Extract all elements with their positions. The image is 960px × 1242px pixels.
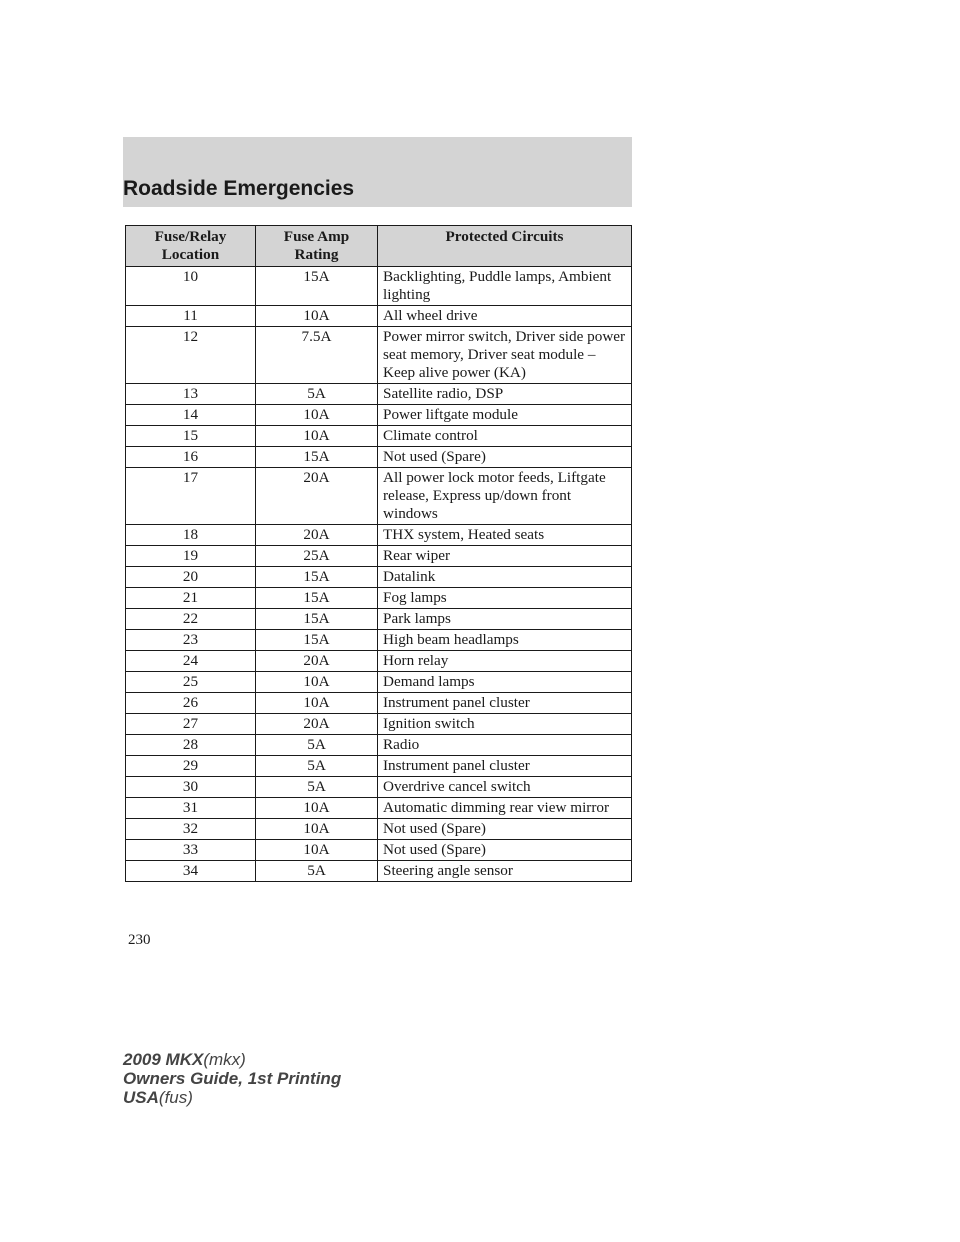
header-location: Fuse/Relay Location xyxy=(126,226,256,267)
cell-location: 20 xyxy=(126,567,256,588)
table-row xyxy=(126,693,632,714)
cell-protected-circuits: Park lamps xyxy=(378,609,632,630)
footer-region-code: (fus) xyxy=(158,1088,193,1107)
cell-location: 32 xyxy=(126,819,256,840)
table-row xyxy=(126,267,632,306)
cell-amp-rating: 10A xyxy=(256,693,378,714)
cell-protected-circuits: Demand lamps xyxy=(378,672,632,693)
cell-location: 18 xyxy=(126,525,256,546)
cell-protected-circuits: Fog lamps xyxy=(378,588,632,609)
cell-protected-circuits: Climate control xyxy=(378,426,632,447)
cell-amp-rating: 5A xyxy=(256,756,378,777)
table-row xyxy=(126,588,632,609)
cell-protected-circuits: Automatic dimming rear view mirror xyxy=(378,798,632,819)
table-row xyxy=(126,405,632,426)
table-row xyxy=(126,609,632,630)
cell-location: 29 xyxy=(126,756,256,777)
cell-protected-circuits: Satellite radio, DSP xyxy=(378,384,632,405)
cell-protected-circuits: Power mirror switch, Driver side power seat memory, Driver seat module – Keep alive power (KA) xyxy=(378,327,632,384)
cell-protected-circuits: All wheel drive xyxy=(378,306,632,327)
cell-location: 28 xyxy=(126,735,256,756)
cell-protected-circuits: High beam headlamps xyxy=(378,630,632,651)
cell-protected-circuits: Steering angle sensor xyxy=(378,861,632,882)
section-title: Roadside Emergencies xyxy=(123,177,355,200)
table-row xyxy=(126,735,632,756)
cell-amp-rating: 10A xyxy=(256,798,378,819)
cell-protected-circuits: Ignition switch xyxy=(378,714,632,735)
table-row xyxy=(126,714,632,735)
cell-location: 23 xyxy=(126,630,256,651)
cell-amp-rating: 10A xyxy=(256,672,378,693)
cell-protected-circuits: Not used (Spare) xyxy=(378,819,632,840)
footer-model-code: (mkx) xyxy=(203,1050,246,1069)
cell-amp-rating: 10A xyxy=(256,819,378,840)
table-row xyxy=(126,819,632,840)
table-row xyxy=(126,630,632,651)
cell-amp-rating: 10A xyxy=(256,306,378,327)
cell-protected-circuits: Not used (Spare) xyxy=(378,447,632,468)
footer-region: USA xyxy=(123,1088,159,1107)
cell-protected-circuits: Horn relay xyxy=(378,651,632,672)
cell-amp-rating: 5A xyxy=(256,384,378,405)
cell-location: 33 xyxy=(126,840,256,861)
cell-location: 12 xyxy=(126,327,256,384)
cell-location: 14 xyxy=(126,405,256,426)
table-row xyxy=(126,672,632,693)
cell-protected-circuits: Backlighting, Puddle lamps, Ambient lighting xyxy=(378,267,632,306)
cell-location: 22 xyxy=(126,609,256,630)
table-row xyxy=(126,327,632,384)
cell-amp-rating: 20A xyxy=(256,468,378,525)
cell-amp-rating: 10A xyxy=(256,426,378,447)
table-row xyxy=(126,546,632,567)
cell-amp-rating: 5A xyxy=(256,735,378,756)
cell-amp-rating: 20A xyxy=(256,651,378,672)
table-row xyxy=(126,468,632,525)
cell-protected-circuits: Not used (Spare) xyxy=(378,840,632,861)
cell-amp-rating: 5A xyxy=(256,777,378,798)
cell-amp-rating: 15A xyxy=(256,447,378,468)
table-row xyxy=(126,651,632,672)
table-row xyxy=(126,861,632,882)
cell-amp-rating: 20A xyxy=(256,525,378,546)
table-row xyxy=(126,567,632,588)
table-row xyxy=(126,426,632,447)
footer-line-3 xyxy=(123,1088,341,1107)
cell-location: 15 xyxy=(126,426,256,447)
cell-protected-circuits: Rear wiper xyxy=(378,546,632,567)
cell-location: 17 xyxy=(126,468,256,525)
cell-protected-circuits: Overdrive cancel switch xyxy=(378,777,632,798)
table-row xyxy=(126,756,632,777)
header-protected-circuits: Protected Circuits xyxy=(378,226,632,267)
table-row xyxy=(126,798,632,819)
table-row xyxy=(126,384,632,405)
cell-amp-rating: 7.5A xyxy=(256,327,378,384)
cell-protected-circuits: Instrument panel cluster xyxy=(378,756,632,777)
cell-location: 31 xyxy=(126,798,256,819)
cell-location: 11 xyxy=(126,306,256,327)
cell-protected-circuits: Datalink xyxy=(378,567,632,588)
page-number: 230 xyxy=(128,932,151,948)
footer-line-2: Owners Guide, 1st Printing xyxy=(123,1069,342,1088)
table-row xyxy=(126,306,632,327)
table-row xyxy=(126,525,632,546)
footer-model: 2009 MKX xyxy=(123,1050,204,1069)
cell-location: 25 xyxy=(126,672,256,693)
cell-amp-rating: 20A xyxy=(256,714,378,735)
cell-amp-rating: 15A xyxy=(256,588,378,609)
fuse-table-body xyxy=(126,267,632,882)
table-row xyxy=(126,840,632,861)
cell-amp-rating: 15A xyxy=(256,267,378,306)
cell-amp-rating: 10A xyxy=(256,840,378,861)
cell-protected-circuits: Instrument panel cluster xyxy=(378,693,632,714)
cell-location: 26 xyxy=(126,693,256,714)
table-row xyxy=(126,447,632,468)
fuse-table xyxy=(125,225,632,882)
cell-amp-rating: 15A xyxy=(256,567,378,588)
header-amp-rating: Fuse Amp Rating xyxy=(256,226,378,267)
cell-location: 34 xyxy=(126,861,256,882)
cell-location: 30 xyxy=(126,777,256,798)
cell-amp-rating: 25A xyxy=(256,546,378,567)
cell-protected-circuits: Power liftgate module xyxy=(378,405,632,426)
table-header-row xyxy=(126,226,632,267)
cell-protected-circuits: All power lock motor feeds, Liftgate release, Express up/down front windows xyxy=(378,468,632,525)
table-row xyxy=(126,777,632,798)
cell-amp-rating: 10A xyxy=(256,405,378,426)
cell-location: 13 xyxy=(126,384,256,405)
cell-location: 21 xyxy=(126,588,256,609)
cell-location: 10 xyxy=(126,267,256,306)
cell-location: 19 xyxy=(126,546,256,567)
print-footer xyxy=(123,1050,341,1107)
cell-protected-circuits: Radio xyxy=(378,735,632,756)
cell-location: 16 xyxy=(126,447,256,468)
cell-amp-rating: 15A xyxy=(256,609,378,630)
cell-location: 27 xyxy=(126,714,256,735)
cell-location: 24 xyxy=(126,651,256,672)
cell-amp-rating: 15A xyxy=(256,630,378,651)
cell-amp-rating: 5A xyxy=(256,861,378,882)
footer-line-1 xyxy=(123,1050,341,1069)
cell-protected-circuits: THX system, Heated seats xyxy=(378,525,632,546)
